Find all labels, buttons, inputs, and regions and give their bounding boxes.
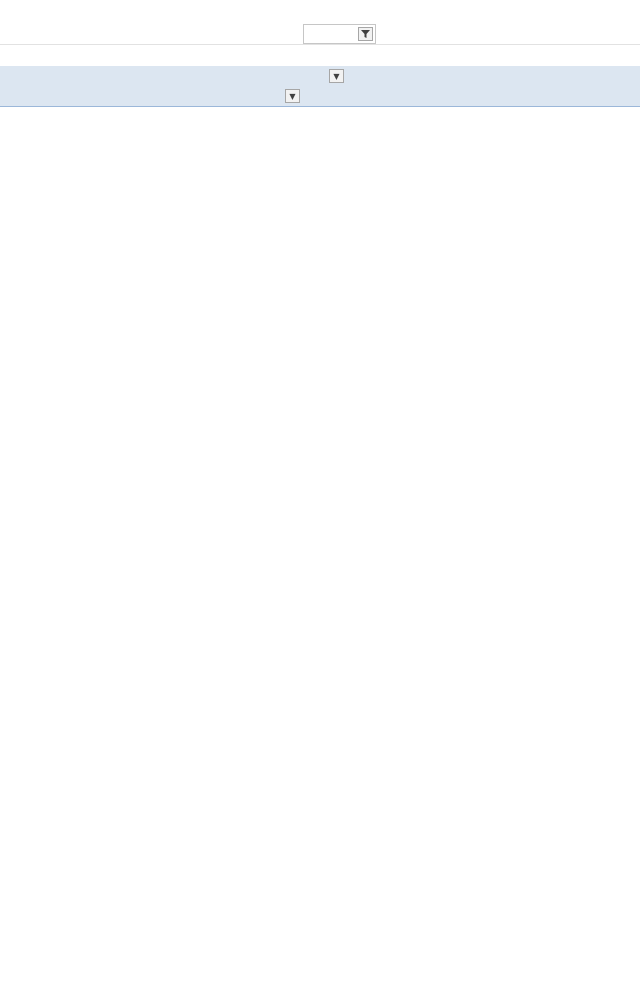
sheet-title (0, 0, 640, 24)
row-field-header-row (0, 86, 640, 107)
value-field-label (0, 66, 303, 86)
filter-icon[interactable] (358, 27, 373, 41)
row-field-dropdown-icon[interactable]: ▼ (285, 89, 300, 103)
row-field-header[interactable] (0, 86, 303, 106)
year-field-header[interactable] (303, 66, 344, 86)
year-dropdown-icon[interactable]: ▼ (329, 69, 344, 83)
filter-label (0, 24, 303, 44)
province-filter[interactable] (303, 24, 376, 44)
column-field-row (0, 66, 640, 86)
filter-row (0, 24, 640, 45)
